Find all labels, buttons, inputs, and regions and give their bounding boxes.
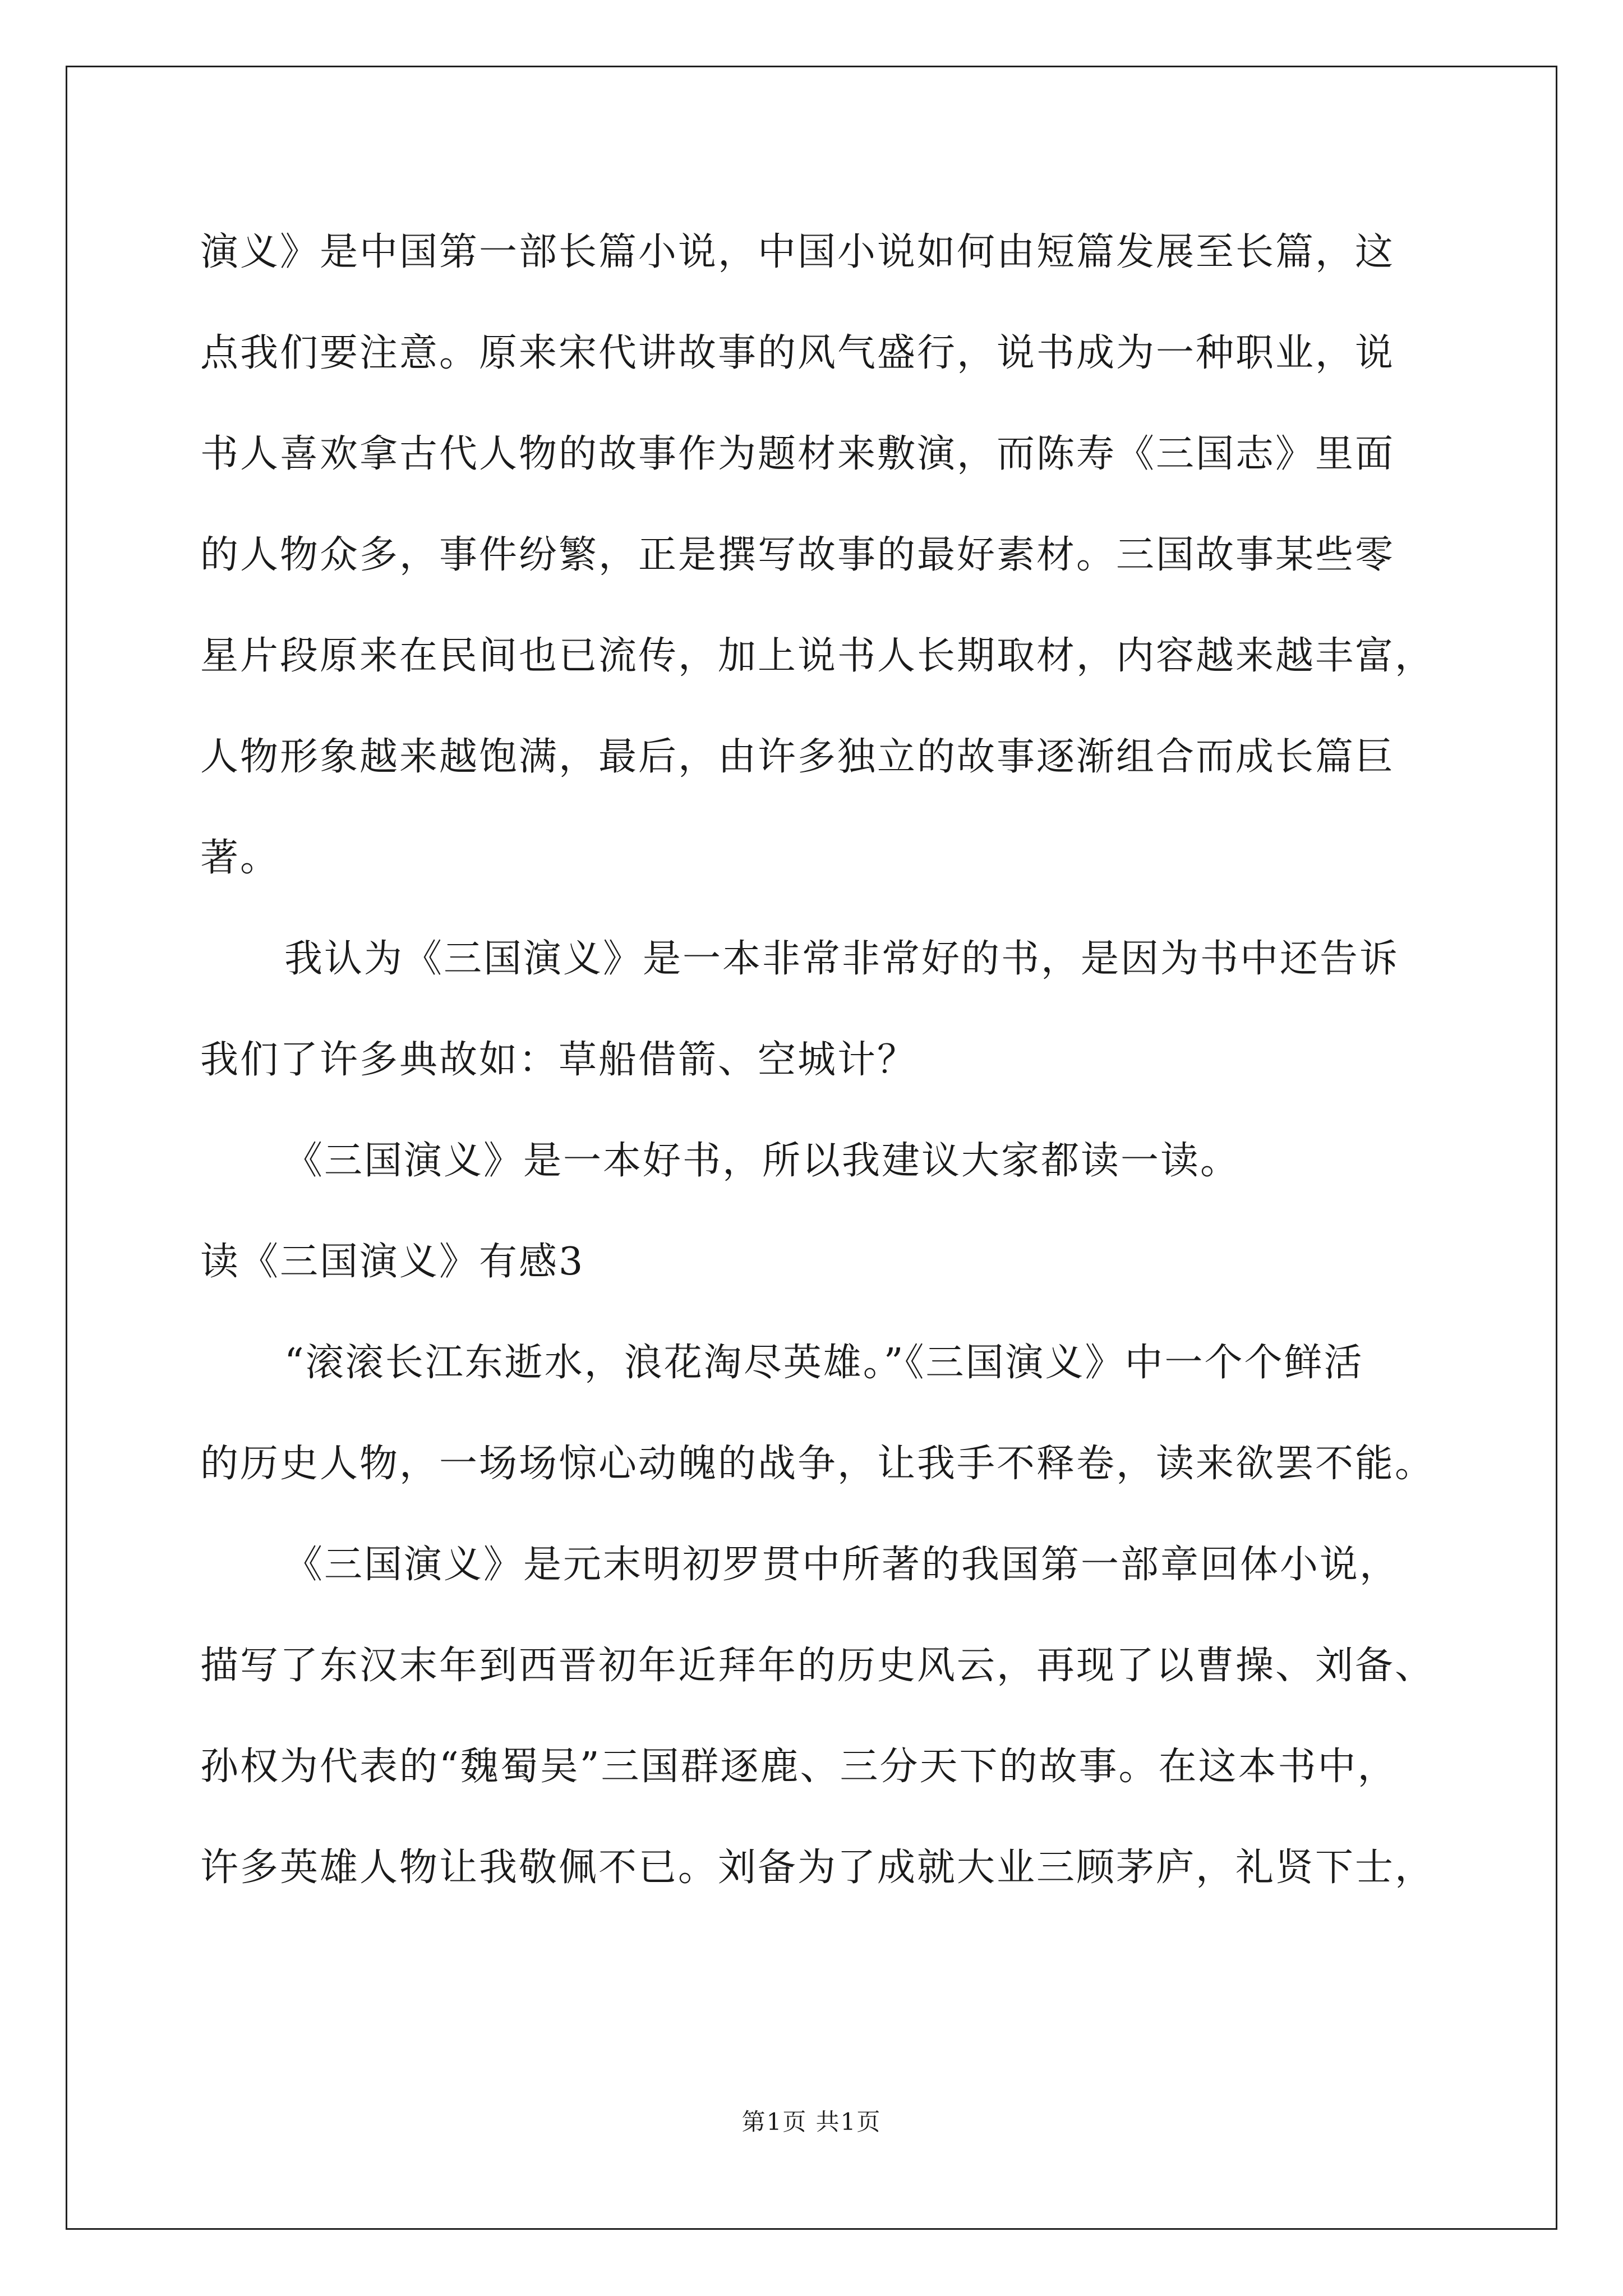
section-heading: 读《三国演义》有感3 bbox=[200, 1240, 585, 1284]
text-line: 《三国演义》是元末明初罗贯中所著的我国第一部章回体小说， bbox=[284, 1543, 1400, 1587]
text-line: “滚滚长江东逝水，浪花淘尽英雄。”《三国演义》中一个个鲜活 bbox=[284, 1341, 1364, 1385]
text-line: 描写了东汉末年到西晋初年近拜年的历史风云，再现了以曹操、刘备、 bbox=[200, 1644, 1435, 1688]
page-footer: 第1页 共1页 bbox=[741, 2108, 882, 2136]
text-line: 人物形象越来越饱满，最后，由许多独立的故事逐渐组合而成长篇巨 bbox=[200, 735, 1395, 779]
text-line: 演义》是中国第一部长篇小说，中国小说如何由短篇发展至长篇，这 bbox=[200, 230, 1395, 274]
text-line: 点我们要注意。原来宋代讲故事的风气盛行，说书成为一种职业，说 bbox=[200, 331, 1395, 375]
text-line: 书人喜欢拿古代人物的故事作为题材来敷演，而陈寿《三国志》里面 bbox=[200, 432, 1395, 476]
text-line: 星片段原来在民间也已流传，加上说书人长期取材，内容越来越丰富， bbox=[200, 634, 1435, 678]
text-line: 我认为《三国演义》是一本非常非常好的书，是因为书中还告诉 bbox=[284, 937, 1400, 981]
text-line: 许多英雄人物让我敬佩不已。刘备为了成就大业三顾茅庐，礼贤下士， bbox=[200, 1846, 1435, 1890]
text-line: 我们了许多典故如：草船借箭、空城计？ bbox=[200, 1038, 917, 1082]
text-line: 的历史人物，一场场惊心动魄的战争，让我手不释卷，读来欲罢不能。 bbox=[200, 1442, 1435, 1486]
text-line: 孙权为代表的“魏蜀吴”三国群逐鹿、三分天下的故事。在这本书中， bbox=[200, 1745, 1398, 1789]
text-line: 著。 bbox=[200, 836, 280, 880]
text-line: 的人物众多，事件纷繁，正是撰写故事的最好素材。三国故事某些零 bbox=[200, 533, 1395, 577]
document-body bbox=[200, 222, 1440, 1938]
text-line: 《三国演义》是一本好书，所以我建议大家都读一读。 bbox=[284, 1139, 1241, 1183]
